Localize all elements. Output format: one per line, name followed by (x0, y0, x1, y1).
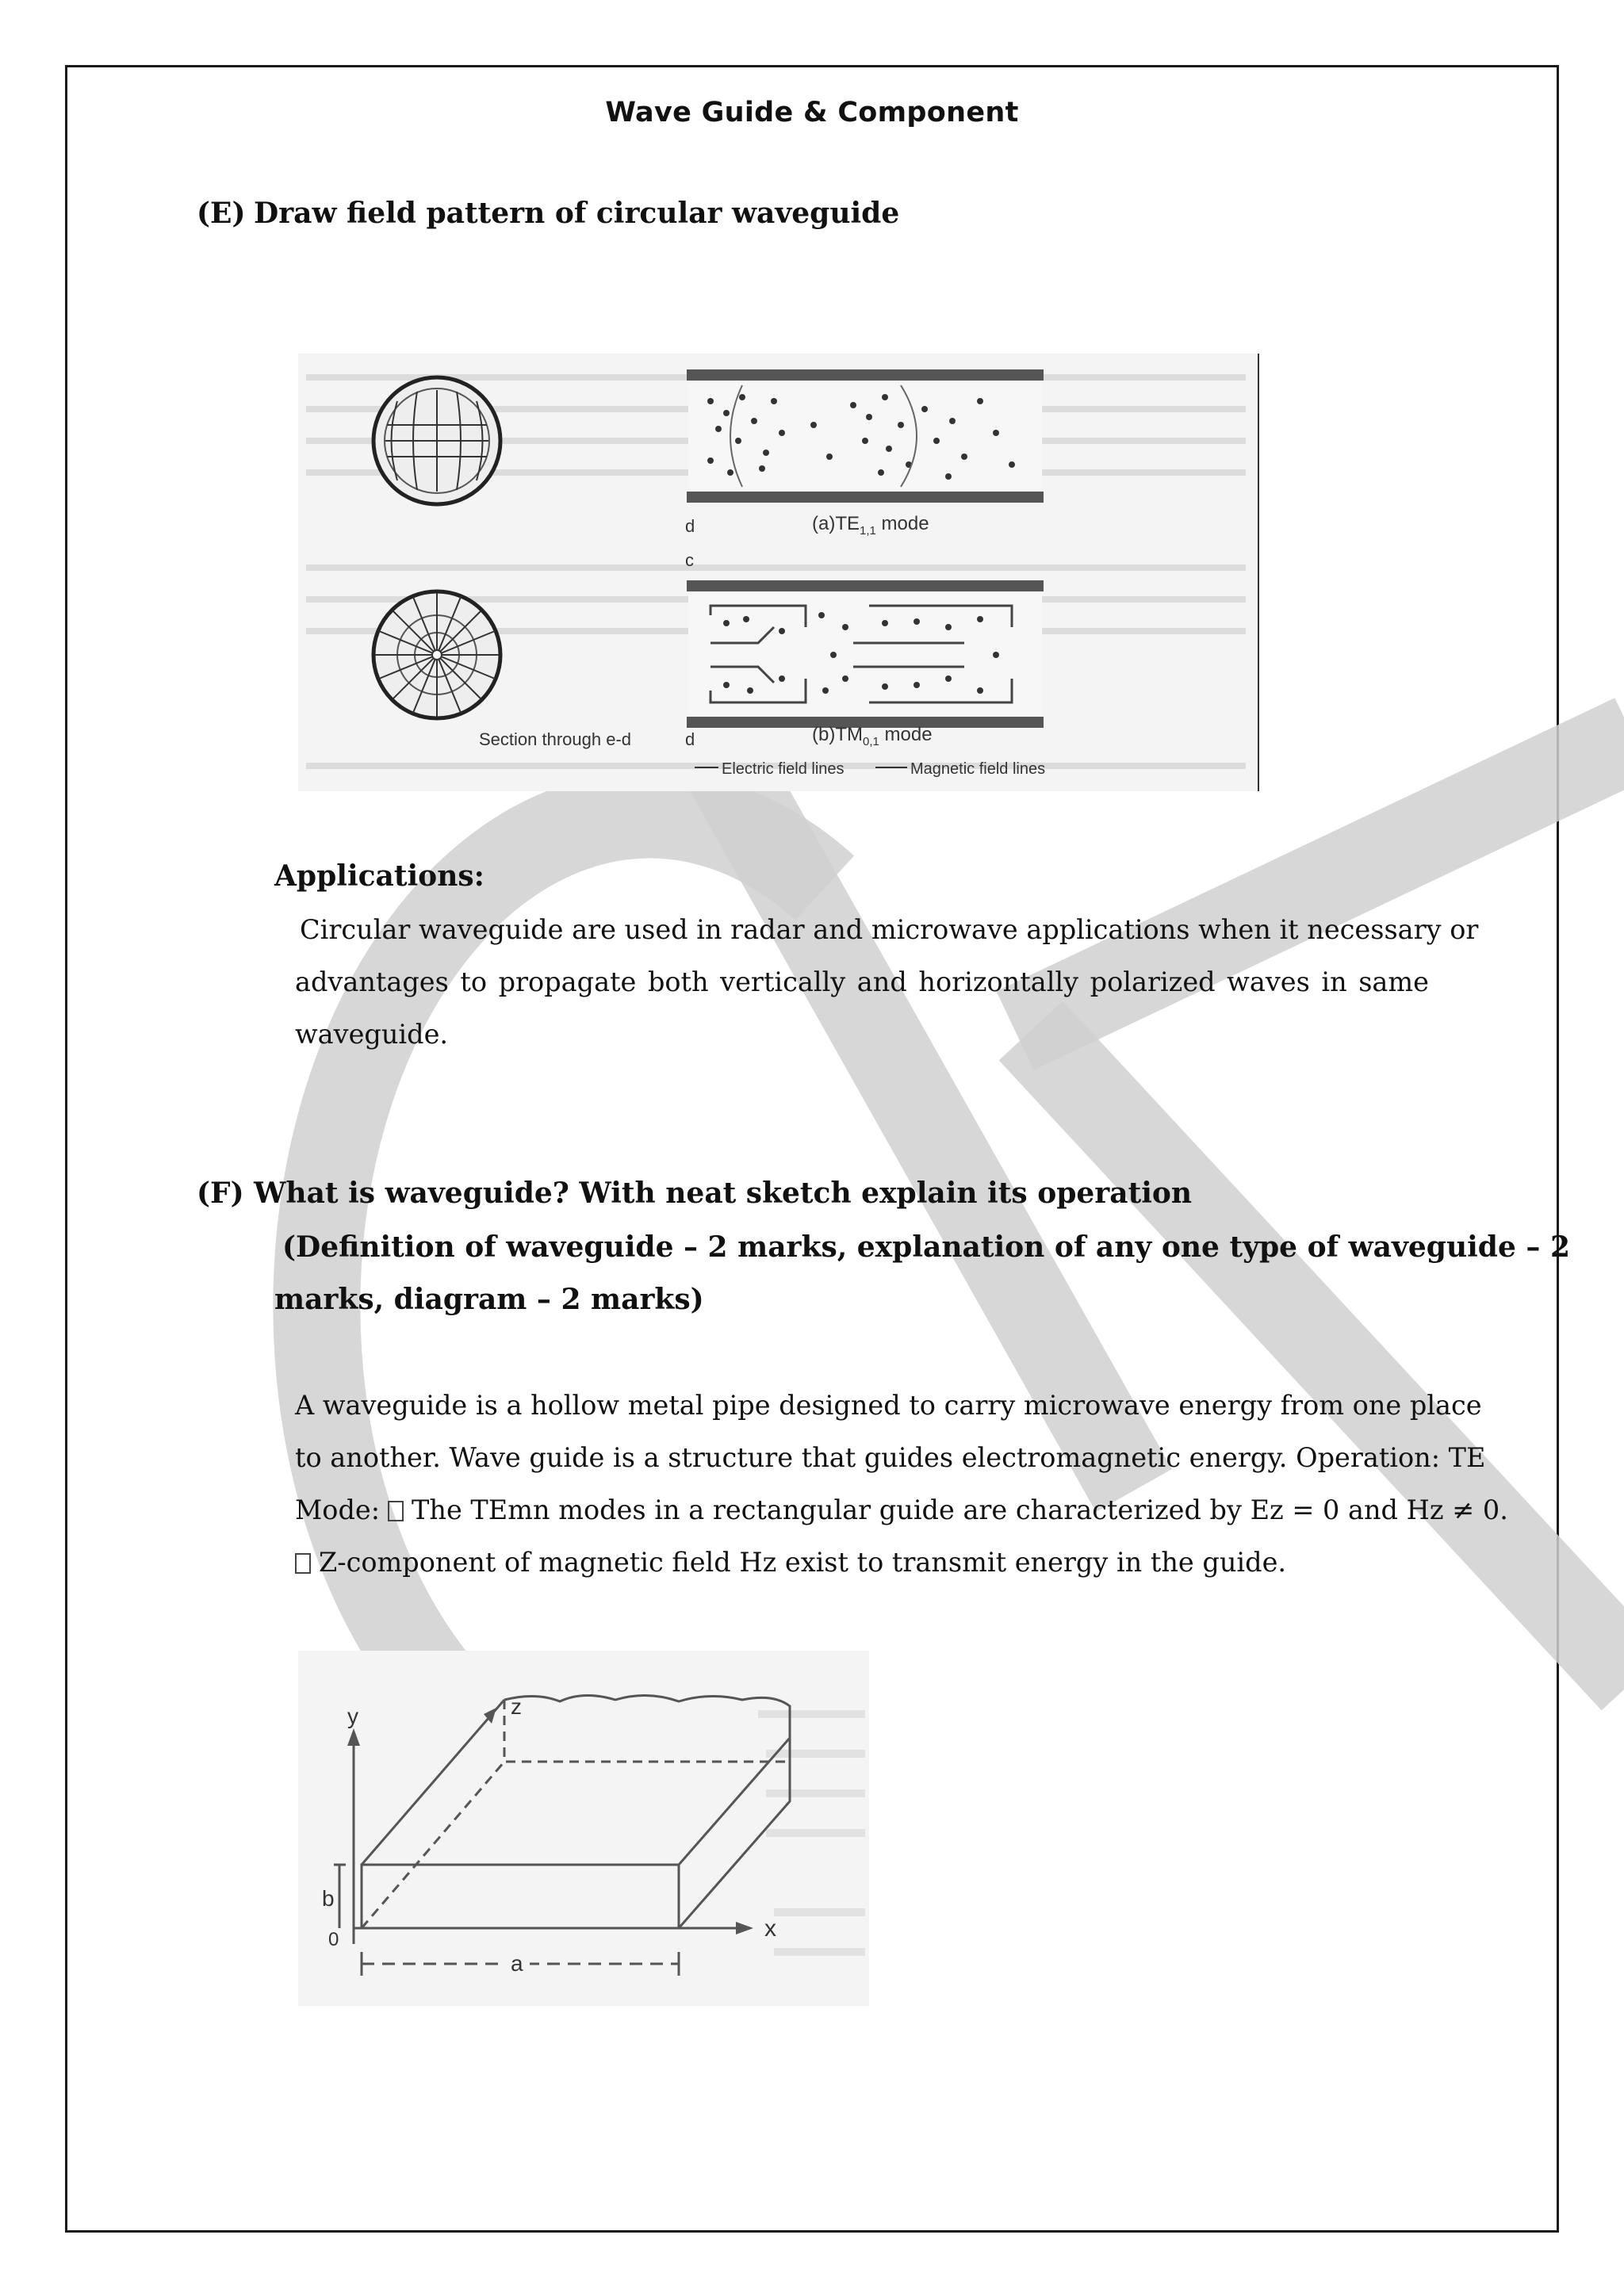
legend-electric: Electric field lines (722, 760, 845, 778)
body-line-with-bullet: Z-component of magnetic field Hz exist to transmit energy in the guide. (295, 1536, 1429, 1589)
tm01-longitudinal-view (687, 580, 1044, 728)
body-line: A waveguide is a hollow metal pipe designed to carry microwave energy from one place (295, 1390, 1482, 1421)
mode-a-label: $(a)TE_{1,1}$ mode (812, 513, 929, 538)
axis-y-label: y (347, 1704, 358, 1728)
axis-z-label: z (511, 1694, 522, 1719)
circular-waveguide-figure (298, 354, 1259, 791)
section-f-title: What is waveguide? With neat sketch explain its operation (254, 1177, 1193, 1210)
bullet-glyph (388, 1501, 404, 1521)
section-e-title: Draw field pattern of circular waveguide (254, 197, 900, 230)
section-label: Section through e-d (479, 729, 632, 749)
applications-line: Circular waveguide are used in radar and microwave applications when it necessary or (300, 914, 1479, 945)
applications-paragraph (295, 904, 1479, 1061)
letter-c: c (685, 550, 694, 570)
te11-cross-section (373, 377, 500, 504)
marks-line: marks, diagram – 2 marks) (274, 1283, 704, 1316)
section-e-heading (197, 197, 899, 230)
dim-a-label: a (511, 1951, 523, 1976)
waveguide-definition-paragraph (295, 1380, 1508, 1589)
dim-b-label: b (322, 1886, 335, 1911)
rectangular-waveguide-figure (298, 1651, 869, 2006)
marks-line: (Definition of waveguide – 2 marks, explanation of any one type of waveguide – 2 (282, 1230, 1570, 1264)
axis-x-label: x (764, 1915, 776, 1942)
origin-label: 0 (328, 1929, 339, 1950)
tm01-cross-section (373, 591, 500, 718)
page-header-title: Wave Guide & Component (605, 97, 1019, 128)
legend-magnetic: Magnetic field lines (910, 760, 1046, 778)
marks-distribution (274, 1221, 1570, 1326)
letter-d-bottom: d (685, 729, 695, 749)
section-f-label: (F) (197, 1177, 244, 1210)
body-line-with-bullet: Mode: The TEmn modes in a rectangular guide are characterized by Ez = 0 and Hz ≠ 0. (295, 1494, 1508, 1525)
te11-longitudinal-view (687, 369, 1044, 503)
applications-line: advantages to propagate both vertically and horizontally polarized waves in same (295, 966, 1429, 997)
bullet-glyph (295, 1553, 311, 1574)
body-line: to another. Wave guide is a structure that guides electromagnetic energy. Operation: TE (295, 1442, 1486, 1473)
section-e-label: (E) (197, 197, 246, 230)
applications-heading: Applications: (274, 859, 485, 893)
mode-b-label: $(b)TM_{0,1}$ mode (812, 724, 933, 748)
section-f-heading (197, 1177, 1192, 1210)
applications-line: waveguide. (295, 1019, 449, 1050)
letter-d-top: d (685, 516, 695, 536)
